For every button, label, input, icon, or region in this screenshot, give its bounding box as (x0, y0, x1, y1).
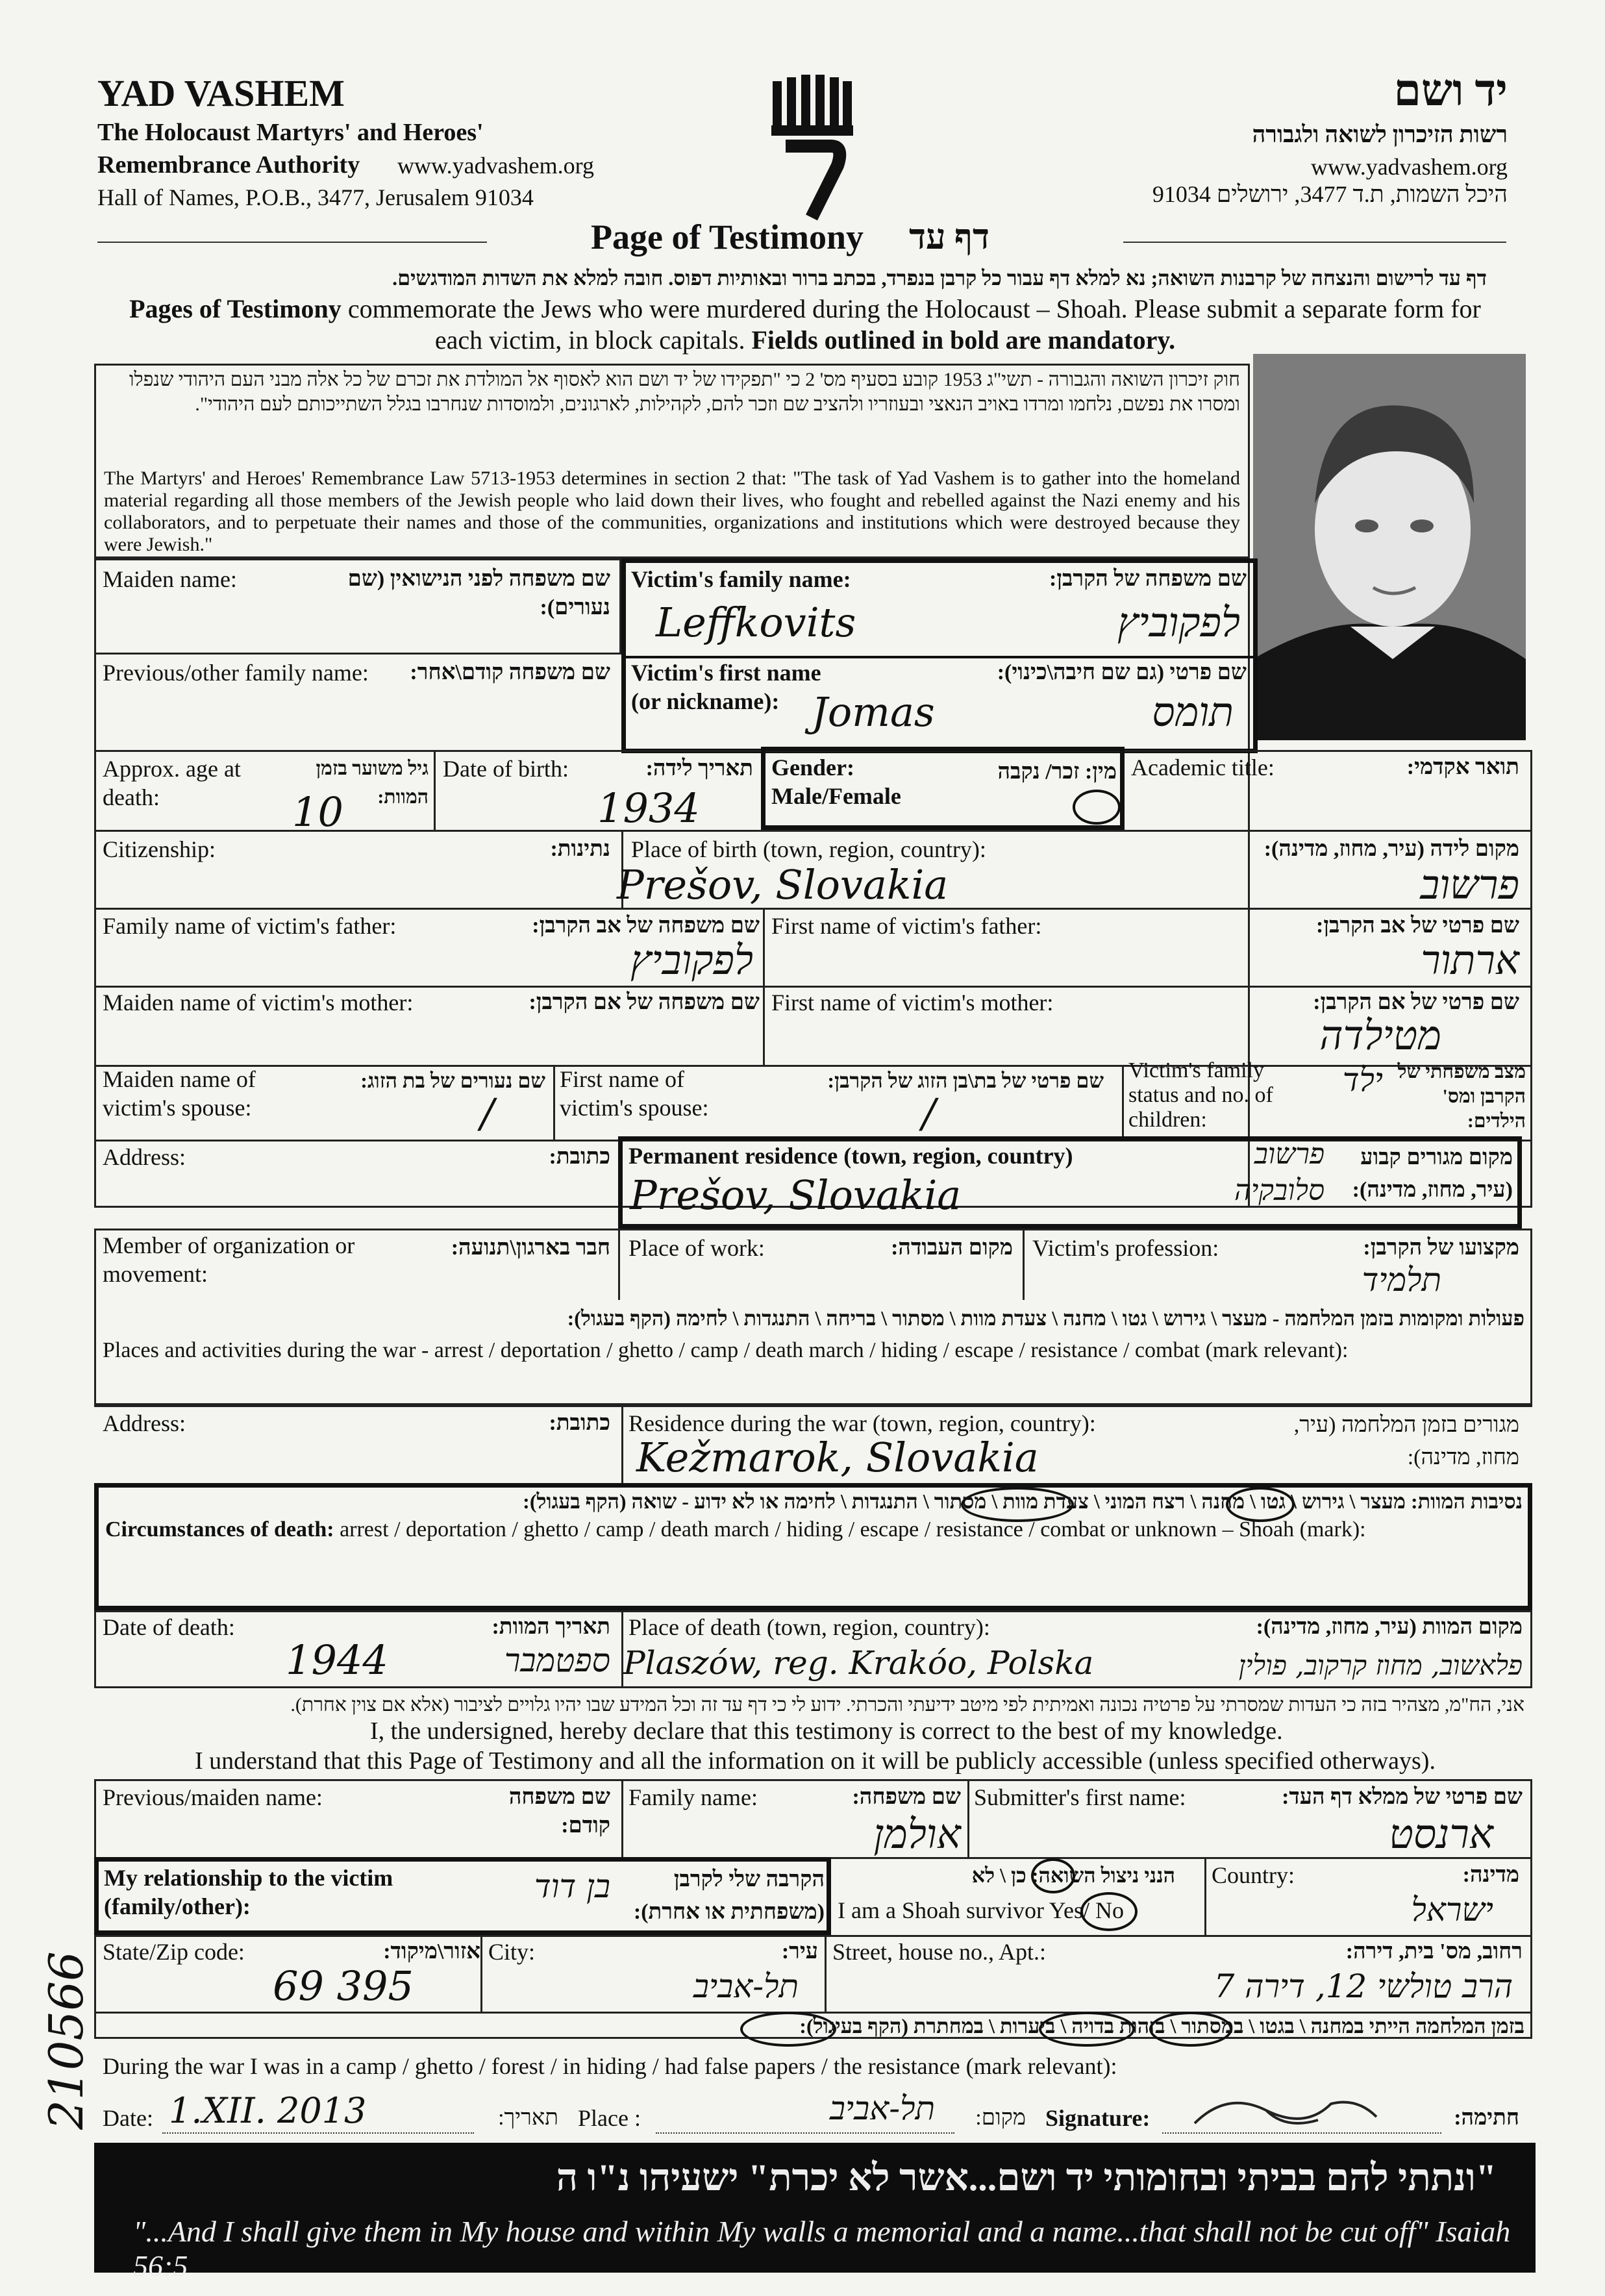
title-rule-left (97, 242, 487, 243)
spouse-maiden-label: Maiden name of victim's spouse: (103, 1066, 256, 1121)
age-label-he: גיל משוער בזמן המוות: (316, 758, 429, 808)
law-he: חוק זיכרון השואה והגבורה - תשי"ג 1953 קובע בסעיף מס' 2 כי "תפקידו של יד ושם הוא לאסוף אל המולדת את זכרם של כל אלה מבני העם היהודי שנפלו ומסרו את נפשם, נלחמו ומרדו באויב הנאצי ובעוזריו ולהציב שם וזכר להם, לקהילות, לארגונים, ולמוסדות שנחרבו בגלל השתייכותם לעם היהודי". (129, 369, 1240, 415)
country-label: Country: (1212, 1862, 1295, 1888)
spouse-divider-1 (553, 1065, 555, 1140)
survivor-label: I am a Shoah survivor Yes/ No (838, 1897, 1124, 1923)
row-war-rule (94, 1405, 1532, 1407)
intro-en (97, 293, 1513, 356)
dob-label-he: תאריך לידה: (645, 756, 753, 780)
spouse-maiden-label-he: שם נעורים של בת הזוג: (360, 1069, 545, 1092)
row-father-rule (94, 908, 1532, 910)
date-line (162, 2132, 474, 2134)
spouse-first-label-he: שם פרטי של בת\בן הזוג של הקרבן: (827, 1069, 1104, 1092)
sub-divider-1 (621, 1779, 623, 1857)
zip-row-rule (94, 1935, 1532, 1937)
war-activities-label-he: פעולות ומקומות בזמן המלחמה - מעצר \ גירוש \ גטו \ מחנה \ צעדת מוות \ מסתור \ בריחה \ התנגדות \ לחימה (הקף בעגול): (567, 1306, 1524, 1330)
birth-place-value: Prešov, Slovakia (617, 861, 949, 908)
row-citizen-rule (94, 830, 1532, 832)
city-value: תל-אביב (693, 1967, 799, 2005)
street-label: Street, house no., Apt.: (832, 1939, 1046, 1965)
side-number: 210566 (39, 1951, 93, 2130)
war-address-label-he: כתובת: (549, 1411, 610, 1435)
mother-maiden-label-he: שם משפחה של אם הקרבן: (529, 990, 760, 1014)
camp-label-he: בזמן המלחמה הייתי במחנה \ בגטו \ במסתור \ בזהות בדויה \ ביערות \ במחתרת (הקף בעיגול): (799, 2014, 1524, 2038)
death-date-value-he: ספטמבר (504, 1641, 610, 1679)
date-label-he: תאריך: (498, 2106, 558, 2130)
father-divider (763, 908, 765, 986)
family-name-value-he: לפקוביץ (1117, 599, 1240, 646)
spouse-first-value: / (922, 1090, 936, 1137)
family-status-value: ילד (1342, 1061, 1383, 1099)
law-en: The Martyrs' and Heroes' Remembrance Law 5713-1953 determines in section 2 that: "The task of Yad Vashem is to gather into the homeland material regarding all those members of the Jewish people who laid down their lives, who fought and rebelled against the Nazi enemy and his collaborators, and to perpetuate their names and those of the communities, organizations and institutions which were destroyed because they were Jewish." (104, 468, 1240, 555)
mother-maiden-label: Maiden name of victim's mother: (103, 990, 414, 1016)
death-date-label: Date of death: (103, 1614, 235, 1640)
date-value: 1.XII. 2013 (169, 2090, 367, 2131)
zip-divider-1 (480, 1935, 482, 2013)
circle-hiding (1149, 2012, 1232, 2047)
circle-yes (1080, 1892, 1138, 1931)
death-place-value-he: פלאשוב, מחוז קרקוב, פולין (1238, 1649, 1523, 1681)
org-divider-1 (618, 1229, 620, 1300)
declaration-en-2: I understand that this Page of Testimony and all the information on it will be publicly accessible (unless specified otherways). (195, 1747, 1436, 1775)
family-name-label-he: שם משפחה של הקרבן: (1049, 567, 1247, 591)
circle-yes-he (1031, 1858, 1075, 1893)
sub-divider-2 (967, 1779, 969, 1857)
death-circumstances-label (105, 1516, 1366, 1544)
father-family-label-he: שם משפחה של אב הקרבן: (532, 914, 760, 938)
sub-divider-3 (1204, 1857, 1206, 1935)
work-place-label: Place of work: (628, 1235, 765, 1261)
war-residence-value: Kežmarok, Slovakia (636, 1434, 1039, 1481)
family-name-value: Leffkovits (656, 599, 856, 646)
sub-first-label-he: שם פרטי של ממלא דף העד: (1282, 1785, 1523, 1809)
signature-label-he: חתימה: (1454, 2106, 1519, 2130)
organization-label: Member of organization or movement: (103, 1232, 355, 1287)
relationship-label: My relationship to the victim (family/other): (104, 1865, 393, 1919)
work-place-label-he: מקום העבודה: (891, 1236, 1013, 1260)
mother-first-label: First name of victim's mother: (771, 990, 1054, 1016)
dob-value: 1934 (597, 784, 700, 832)
relationship-value: בן דוד (534, 1867, 610, 1905)
family-name-label: Victim's family name: (631, 566, 851, 592)
father-family-label: Family name of victim's father: (103, 913, 397, 939)
relationship-label-he: הקרבה שלי לקרבן (משפחתית או אחרת): (633, 1867, 825, 1924)
death-place-label-he: מקום המוות (עיר, מחוז, מדינה): (1256, 1615, 1523, 1639)
residence-label-he: מקום מגורים קבוע (עיר, מחוז, מדינה): (1352, 1145, 1513, 1202)
death-circumstances-rest: arrest / deportation / ghetto / camp / death march / hiding / escape / resistance / combat or unknown – Shoah (mark): (334, 1517, 1366, 1541)
residence-value-he: פרשוב סלובקיה (1234, 1138, 1325, 1207)
death-date-value: 1944 (286, 1636, 388, 1684)
profession-label: Victim's profession: (1032, 1235, 1219, 1261)
zip-divider-2 (825, 1935, 827, 2013)
org-name-en: YAD VASHEM (97, 72, 345, 114)
address-label-he: כתובת: (549, 1145, 610, 1169)
war-residence-label-he: מגורים בזמן המלחמה (עיר, מחוז, מדינה): (1293, 1413, 1519, 1469)
age-label: Approx. age at death: (103, 756, 241, 810)
victim-photo (1253, 354, 1526, 740)
academic-label-he: תואר אקדמי: (1406, 755, 1519, 779)
zip-label-he: אזור\מיקוד: (383, 1940, 480, 1964)
declaration-he: אני, הח"מ, מצהיר בזה כי העדות שמסרתי על פרטיה נכונה ואמיתית לפי מיטב ידיעתי והכרתי. ידוע לי כי דף עד זה וכל המידע שבו יהיו גלויים לציבור (אלא אם צוין אחרת). (290, 1694, 1524, 1716)
father-first-value: ארתור (1421, 936, 1519, 984)
war-divider (621, 1405, 623, 1483)
intro-en-line2-bold: Fields outlined in bold are mandatory. (751, 325, 1176, 355)
first-name-value-he: תומס (1152, 688, 1234, 736)
first-name-label: Victim's first name (or nickname): (631, 660, 821, 714)
birth-place-value-he: פרשוב (1420, 861, 1519, 908)
intro-he: דף עד לרישום והנצחה של קרבנות השואה; נא למלא דף עבור כל קרבן בנפרד, בכתב ברור ובאותיות דפוס. חובה למלא את השדות המודגשים. (392, 266, 1487, 290)
date-label: Date: (103, 2105, 153, 2131)
citizenship-label: Citizenship: (103, 836, 216, 862)
intro-en-bold: Pages of Testimony (129, 294, 342, 323)
gender-selected-circle (1073, 790, 1121, 825)
death-place-label: Place of death (town, region, country): (628, 1614, 990, 1640)
prev-family-label: Previous/other family name: (103, 660, 369, 686)
place-label-he: מקום: (975, 2106, 1026, 2130)
residence-label: Permanent residence (town, region, country) (628, 1143, 1073, 1169)
war-residence-label: Residence during the war (town, region, country): (628, 1410, 1096, 1436)
org-sub-he: רשות הזיכרון לשואה ולגבורה (1252, 121, 1508, 147)
page-title-he: דף עד (909, 218, 989, 256)
declaration-en-1: I, the undersigned, hereby declare that this testimony is correct to the best of my knowledge. (370, 1717, 1283, 1745)
death-date-label-he: תאריך המוות: (491, 1615, 610, 1639)
city-label: City: (488, 1939, 536, 1965)
city-label-he: עיר: (781, 1940, 818, 1964)
address-en: Hall of Names, P.O.B., 3477, Jerusalem 91034 (97, 184, 534, 210)
zip-value: 69 395 (273, 1962, 414, 2010)
father-first-label: First name of victim's father: (771, 913, 1042, 939)
war-address-label: Address: (103, 1410, 186, 1436)
row-mother-rule (94, 986, 1532, 988)
footer-quote-he: "ונתתי להם בביתי ובחומותי יד ושם...אשר לא יכרת" ישעיהו נ"ו ה (556, 2156, 1497, 2199)
signature-mark (1188, 2084, 1383, 2136)
survivor-label-he: הנני ניצול השואה: כן \ לא (971, 1864, 1175, 1887)
residence-value: Prešov, Slovakia (630, 1171, 962, 1219)
organization-label-he: חבר בארגון\תנועה: (451, 1236, 610, 1260)
sub-prev-label: Previous/maiden name: (103, 1784, 323, 1810)
sub-first-label: Submitter's first name: (974, 1784, 1186, 1810)
spouse-first-label: First name of victim's spouse: (560, 1066, 709, 1121)
age-divider (434, 750, 436, 831)
place-value: תל-אביב (829, 2090, 935, 2127)
sub-first-value: ארנסט (1389, 1810, 1493, 1858)
signature-label: Signature: (1045, 2105, 1151, 2131)
mother-first-label-he: שם פרטי של אם הקרבן: (1313, 990, 1519, 1014)
spouse-divider-2 (1122, 1065, 1124, 1140)
age-value: 10 (292, 788, 343, 836)
street-label-he: רחוב, מס' בית, דירה: (1345, 1940, 1523, 1964)
father-first-label-he: שם פרטי של אב הקרבן: (1316, 914, 1519, 938)
maiden-name-label: Maiden name: (103, 566, 237, 592)
death-place-value: Plaszów, reg. Krakóo, Polska (623, 1644, 1094, 1682)
father-family-value: לפקוביץ (630, 936, 753, 984)
prev-family-label-he: שם משפחה קודם\אחר: (410, 660, 610, 684)
website-en: www.yadvashem.org (397, 153, 594, 179)
page-title: Page of Testimony (591, 218, 864, 256)
mother-divider (763, 986, 765, 1065)
org-sub1-en: The Holocaust Martyrs' and Heroes' (97, 119, 484, 146)
citizenship-label-he: נתינות: (550, 837, 610, 861)
death-circumstances-bold: Circumstances of death: (105, 1517, 334, 1541)
gender-label-he: מין: זכר/ נקבה (997, 760, 1117, 784)
sub-family-label: Family name: (628, 1784, 758, 1810)
profession-value: תלמיד (1362, 1261, 1441, 1299)
birth-place-label-he: מקום לידה (עיר, מחוז, מדינה): (1263, 837, 1519, 861)
footer-banner (94, 2143, 1536, 2282)
footer-quote-en: "...And I shall give them in My house and within My walls a memorial and a name...that shall not be cut off" Isaiah 56:5 (133, 2215, 1511, 2282)
first-name-label-he: שם פרטי (גם שם חיבה\כינוי): (997, 660, 1247, 684)
org-name-he: יד ושם (1393, 66, 1508, 115)
country-label-he: מדינה: (1462, 1863, 1519, 1887)
maiden-name-label-he: שם משפחה לפני הנישואין (שם נעורים): (347, 567, 610, 619)
website-he: www.yadvashem.org (1311, 154, 1508, 180)
dob-label: Date of birth: (443, 756, 569, 782)
address-he: היכל השמות, ת.ד 3477, ירושלים 91034 (1152, 181, 1508, 207)
country-value: ישראל (1411, 1891, 1493, 1928)
camp-label: During the war I was in a camp / ghetto / forest / in hiding / had false papers / the resistance (mark relevant): (103, 2053, 1117, 2079)
profession-label-he: מקצועו של הקרבן: (1363, 1236, 1519, 1260)
place-line (656, 2132, 954, 2134)
family-status-label: Victim's family status and no. of children: (1128, 1058, 1273, 1132)
gender-label: Gender: Male/Female (771, 755, 901, 809)
sub-prev-label-he: שם משפחה קודם: (508, 1785, 610, 1838)
intro-en-rest: commemorate the Jews who were murdered during the Holocaust – Shoah. Please submit a separate form for (341, 294, 1481, 323)
mother-first-value: מטילדה (1319, 1012, 1441, 1059)
org-sub2-en: Remembrance Authority (97, 151, 360, 179)
circle-mass-murder (961, 1487, 1074, 1522)
title-rule-right (1123, 242, 1506, 243)
circle-underground (1039, 2012, 1135, 2047)
yad-vashem-logo (766, 75, 857, 224)
family-status-label-he: מצב משפחתי של הקרבן ומס' הילדים: (1397, 1061, 1526, 1132)
intro-en-line2: each victim, in block capitals. (434, 325, 752, 355)
academic-label: Academic title: (1131, 755, 1275, 780)
first-name-value: Jomas (812, 688, 935, 736)
address-label: Address: (103, 1144, 186, 1170)
sub-family-value: אולמן (873, 1810, 961, 1858)
sub-family-label-he: שם משפחה: (852, 1785, 961, 1809)
org-divider-2 (1023, 1229, 1025, 1300)
circle-deportation (1226, 1487, 1295, 1522)
war-activities-label: Places and activities during the war - arrest / deportation / ghetto / camp / death march / hiding / escape / resistance / combat (mark relevant): (103, 1338, 1349, 1362)
circle-mahteret (740, 2012, 836, 2047)
death-circumstances-label-he: נסיבות המוות: מעצר \ גירוש \ גטו \ מחנה \ רצח המוני \ צעדת מוות \ מסתור \ התנגדות \ לחימה או לא ידוע - שואה (הקף בעגול): (523, 1490, 1523, 1513)
street-value: הרב טולשי 12, דירה 7 (1213, 1967, 1513, 2005)
zip-label: State/Zip code: (103, 1939, 245, 1965)
birth-place-label: Place of birth (town, region, country): (631, 836, 986, 862)
spouse-maiden-value: / (480, 1090, 494, 1137)
place-label: Place : (578, 2105, 641, 2131)
